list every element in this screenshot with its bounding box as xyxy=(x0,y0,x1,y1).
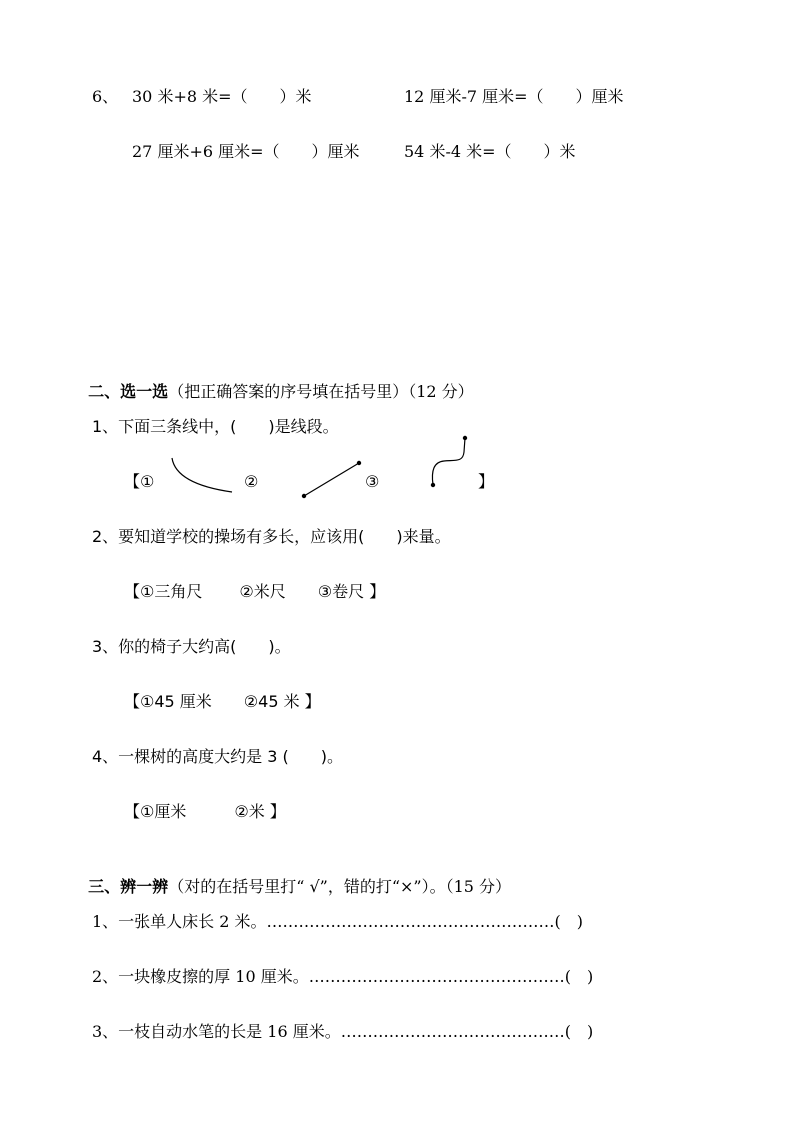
judge-item-3: 3、一枝自动水笔的长是 16 厘米。……………………………………( ) xyxy=(92,1022,594,1041)
judge-item-1: 1、一张单人床长 2 米。………………………………………………( ) xyxy=(92,912,584,931)
choice-question-1: 1、下面三条线中，( )是线段。 xyxy=(92,417,339,436)
choice-question-3-options: 【①45 厘米 ②45 米 】 xyxy=(124,692,321,711)
question-6-item-2: 12 厘米-7 厘米=（ ）厘米 xyxy=(404,87,624,106)
choice-question-2-options: 【①三角尺 ②米尺 ③卷尺 】 xyxy=(124,582,386,601)
section-3-title: 三、辨一辨 xyxy=(88,877,169,896)
judge-item-2: 2、一块橡皮擦的厚 10 厘米。…………………………………………( ) xyxy=(92,967,594,986)
question-6-number: 6、 xyxy=(92,87,119,106)
line-segment-figure xyxy=(302,461,361,498)
question-6-item-4: 54 米-4 米=（ ）米 xyxy=(404,142,576,161)
section-2-title: 二、选一选 xyxy=(88,382,169,401)
choice-question-1-options-close: 】 xyxy=(478,472,495,491)
question-6-item-1: 30 米+8 米=（ ）米 xyxy=(132,87,312,106)
choice-question-1-option-3-label: ③ xyxy=(365,472,380,491)
choice-question-4-options: 【①厘米 ②米 】 xyxy=(124,802,286,821)
wavy-segment-figure xyxy=(431,436,467,487)
section-2-instructions: （把正确答案的序号填在括号里）（12 分） xyxy=(168,382,474,401)
section-3-header xyxy=(78,857,511,897)
choice-question-2: 2、要知道学校的操场有多长，应该用( )来量。 xyxy=(92,527,451,546)
choice-question-1-option-2-label: ② xyxy=(244,472,259,491)
curved-line-figure xyxy=(172,458,232,492)
question-6-item-3: 27 厘米+6 厘米=（ ）厘米 xyxy=(132,142,360,161)
section-3-instructions: （对的在括号里打“ √”，错的打“×”）。（15 分） xyxy=(168,877,512,896)
choice-question-1-option-1-label: 【① xyxy=(124,472,155,491)
choice-question-4: 4、一棵树的高度大约是 3 ( )。 xyxy=(92,747,344,766)
choice-question-3: 3、你的椅子大约高( )。 xyxy=(92,637,291,656)
